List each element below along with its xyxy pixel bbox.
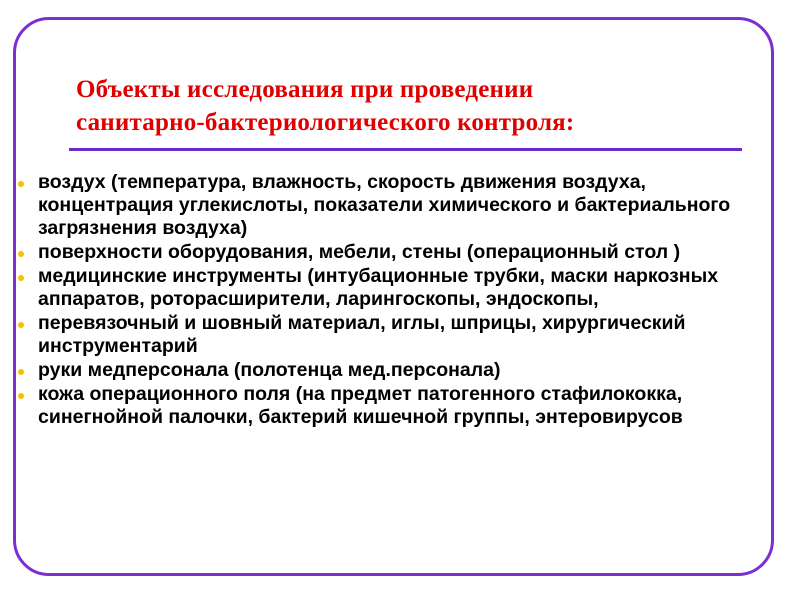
- bullet-text: медицинские инструменты (интубационные трубки, маски наркозных аппаратов, роторасширители, ларингоскопы, эндоскопы,: [38, 265, 719, 310]
- bullet-item-surfaces: [16, 241, 786, 264]
- bullet-marker-icon: [18, 369, 24, 375]
- bullet-marker-icon: [18, 393, 24, 399]
- bullet-text: перевязочный и шовный материал, иглы, шприцы, хирургический инструментарий: [38, 312, 686, 357]
- bullet-text: руки медперсонала (полотенца мед.персонала): [38, 359, 501, 381]
- bullet-text: поверхности оборудования, мебели, стены (операционный стол ): [38, 241, 681, 263]
- bullet-item-surgical-field-skin: [16, 383, 786, 429]
- bullet-text: кожа операционного поля (на предмет патогенного стафилококка, синегнойной палочки, бактерий кишечной группы, энтеровирусов: [38, 383, 683, 428]
- bullet-marker-icon: [18, 322, 24, 328]
- title-underline: [69, 148, 742, 151]
- bullet-item-dressing-material: [16, 312, 786, 358]
- bullet-item-air: [16, 171, 786, 240]
- bullet-item-staff-hands: [16, 359, 786, 382]
- bullet-item-instruments: [16, 265, 786, 311]
- bullet-marker-icon: [18, 181, 24, 187]
- slide-title: [76, 73, 736, 139]
- title-line-2: санитарно-бактериологического контроля:: [76, 109, 575, 136]
- bullet-list: [16, 171, 786, 430]
- bullet-text: воздух (температура, влажность, скорость движения воздуха, концентрация углекислоты, показатели химического и бактериального загрязнения воздуха): [38, 171, 731, 239]
- title-line-1: Объекты исследования при проведении: [76, 76, 534, 103]
- bullet-marker-icon: [18, 251, 24, 257]
- bullet-marker-icon: [18, 275, 24, 281]
